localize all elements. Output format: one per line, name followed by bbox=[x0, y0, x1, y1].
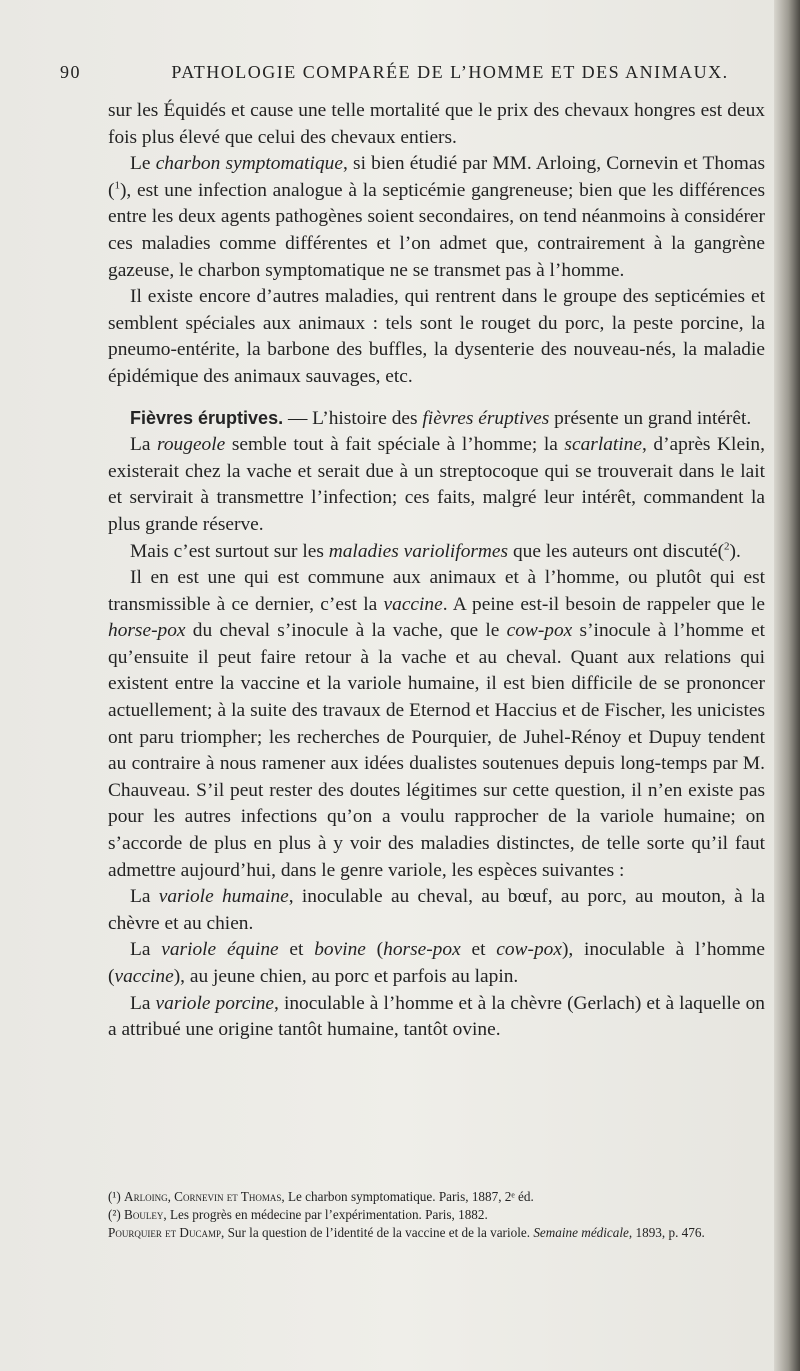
text-run: Le bbox=[130, 153, 156, 175]
text-run: s’inocule à l’homme et qu’ensuite il peut faire retour à la vache et au cheval. Quant aux relations qui existent entre la vaccine et la variole humaine, il est bien difficile de se prononcer actuellement; à la suite des travaux de Eternod et Haccius et de Fischer, les unicistes ont paru triompher; les recherches de Pourquier, de Juhel-Rénoy et Dupuy tendent au contraire à nous ramener aux idées dualistes soutenues depuis long-temps par M. Chauveau. S’il peut rester des doutes légitimes sur cette question, il n’en existe pas pour les autres infections qu’on a voulu rapprocher de la variole humaine; on s’accorde de plus en plus à y voir des maladies distinctes, de telle sorte qu’il faut admettre aujourd’hui, dans le genre variole, les espèces suivantes : bbox=[108, 620, 766, 881]
text-run: et bbox=[278, 939, 315, 961]
italic-term: rougeole bbox=[157, 434, 226, 456]
text-run: ), au jeune chien, au porc et parfois au lapin. bbox=[173, 966, 519, 987]
footnote-author: Pourquier et Ducamp bbox=[108, 1225, 221, 1240]
body-text bbox=[108, 98, 765, 1044]
text-run: , si bien étudié par MM. Arloing, Cornevin et Thomas ( bbox=[108, 153, 765, 201]
italic-term: variole équine bbox=[161, 939, 279, 961]
italic-term: vaccine bbox=[383, 593, 443, 615]
footnote-text: , Le charbon symptomatique. Paris, 1887, 2ᵉ éd. bbox=[281, 1189, 534, 1204]
paragraph-variole-equine bbox=[108, 937, 765, 990]
text-run: Il en est une qui est commune aux animaux et à l’homme, ou plutôt qui est transmissible à ce dernier, c’est la bbox=[108, 567, 765, 615]
italic-term: cow-pox bbox=[506, 620, 573, 642]
paragraph-text: Il existe encore d’autres maladies, qui rentrent dans le groupe des septicémies et semblent spéciales aux animaux : tels sont le rouget du porc, la peste porcine, la pneumo-entérite, la barbone des buffles, la dysenterie des nouveau-nés, la maladie épidémique des animaux sauvages, etc. bbox=[108, 286, 765, 387]
paragraph-charbon bbox=[108, 151, 765, 284]
text-run: , inoculable au cheval, au bœuf, au porc, au mouton, à la chèvre et au chien. bbox=[108, 886, 765, 934]
text-run: La bbox=[130, 992, 156, 1014]
text-run: La bbox=[130, 886, 159, 908]
footnote-text: , Les progrès en médecine par l’expérimentation. Paris, 1882. bbox=[163, 1207, 488, 1222]
page-number: 90 bbox=[60, 62, 81, 82]
italic-term: horse-pox bbox=[383, 939, 461, 961]
italic-term: scarlatine bbox=[564, 434, 642, 456]
footnote-text: , Sur la question de l’identité de la vaccine et de la variole. bbox=[220, 1225, 534, 1240]
text-run: ), est une infection analogue à la septicémie gangreneuse; bien que les différences entre les deux agents pathogènes soient secondaires, on tend néanmoins à considérer ces maladies comme différentes et l’on admet que, contrairement à la gangrène gazeuse, le charbon symptomatique ne se transmet pas à l’homme. bbox=[108, 179, 765, 281]
text-run: et bbox=[460, 939, 497, 961]
footnote-2 bbox=[108, 1206, 768, 1224]
text-run: , d’après Klein, existerait chez la vache et serait due à un streptocoque qui se trouverait dans le lait et servirait à transmettre l’infection; ces faits, malgré leur intérêt, commandent la plus grande réserve. bbox=[108, 434, 765, 535]
paragraph-varioliformes bbox=[108, 539, 765, 566]
text-run: — L’histoire des bbox=[283, 407, 423, 429]
italic-term: fièvres éruptives bbox=[422, 407, 550, 429]
footnote-ref: 1 bbox=[114, 179, 120, 192]
footnotes bbox=[108, 1188, 768, 1242]
text-run: présente un grand intérêt. bbox=[549, 407, 752, 429]
italic-term: cow-pox bbox=[496, 939, 562, 961]
paragraph-1 bbox=[108, 98, 765, 151]
italic-term: maladies varioliformes bbox=[328, 540, 509, 562]
text-run: Mais c’est surtout sur les bbox=[130, 540, 329, 562]
italic-term: variole humaine bbox=[158, 886, 289, 908]
footnote-1 bbox=[108, 1188, 768, 1206]
italic-term: horse-pox bbox=[108, 620, 186, 642]
text-run: que les auteurs ont discuté( bbox=[508, 540, 725, 562]
text-run: La bbox=[130, 434, 158, 456]
paragraph-text: sur les Équidés et cause une telle mortalité que le prix des chevaux hongres est deux fois plus élevé que celui des chevaux entiers. bbox=[108, 100, 765, 148]
italic-term: bovine bbox=[314, 939, 366, 961]
paragraph-fievres bbox=[108, 405, 765, 433]
paragraph-variole-porcine bbox=[108, 991, 765, 1044]
italic-term: charbon symptomatique bbox=[155, 153, 343, 175]
paragraph-variole-humaine bbox=[108, 884, 765, 937]
page-header bbox=[60, 62, 760, 92]
paragraph-vaccine bbox=[108, 565, 765, 884]
italic-term: vaccine bbox=[114, 966, 174, 987]
text-run: ). bbox=[729, 540, 741, 562]
text-run: La bbox=[130, 939, 162, 961]
footnote-text: , 1893, p. 476. bbox=[628, 1225, 705, 1240]
footnote-mark: (¹) bbox=[108, 1189, 125, 1204]
running-title: PATHOLOGIE COMPARÉE DE L’HOMME ET DES ANIMAUX. bbox=[171, 62, 729, 82]
paragraph-rougeole bbox=[108, 432, 765, 538]
text-run: , inoculable à l’homme et à la chèvre (Gerlach) et à laquelle on a attribué une origine tantôt humaine, tantôt ovine. bbox=[108, 992, 765, 1041]
text-run: semble tout à fait spéciale à l’homme; la bbox=[225, 434, 565, 456]
footnote-author: Arloing, Cornevin et Thomas bbox=[124, 1189, 282, 1204]
italic-term: variole porcine bbox=[155, 992, 275, 1014]
text-run: du cheval s’inocule à la vache, que le bbox=[185, 620, 507, 642]
book-binding-edge bbox=[774, 0, 800, 1371]
footnote-journal: Semaine médicale bbox=[533, 1225, 629, 1240]
text-run: ), inoculable à l’homme ( bbox=[108, 939, 765, 987]
footnote-mark: (²) bbox=[108, 1207, 125, 1222]
footnote-ref: 2 bbox=[724, 540, 730, 553]
section-heading: Fièvres éruptives. bbox=[130, 407, 284, 428]
paragraph-septicemies bbox=[108, 284, 765, 390]
text-run: . A peine est-il besoin de rappeler que le bbox=[442, 593, 766, 615]
footnote-3 bbox=[108, 1224, 768, 1242]
text-run: ( bbox=[365, 939, 384, 961]
footnote-author: Bouley bbox=[124, 1207, 164, 1222]
